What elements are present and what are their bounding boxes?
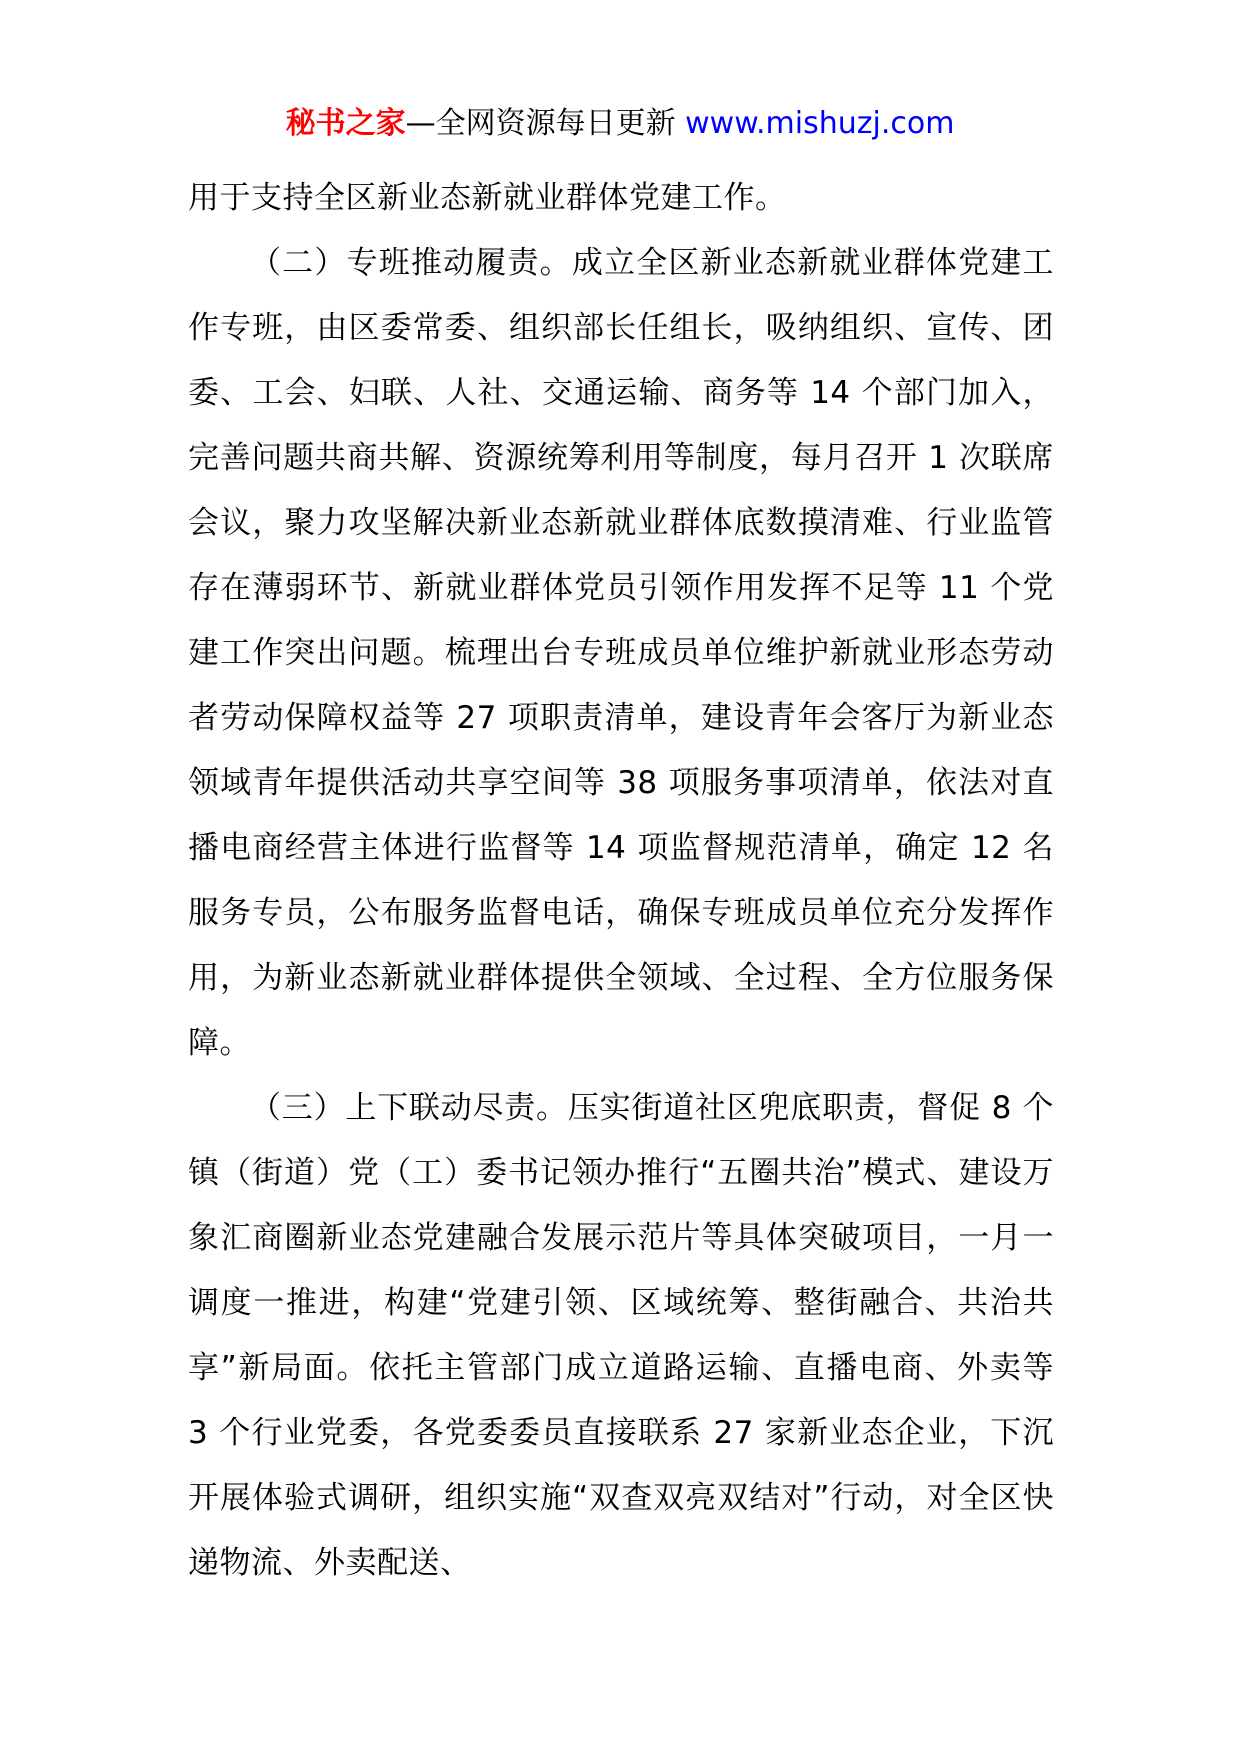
document-body — [188, 166, 1054, 1596]
watermark-header — [0, 104, 1240, 144]
paragraph-section-3: （三）上下联动尽责。压实街道社区兜底职责，督促 8 个镇（街道）党（工）委书记领办推行“五圈共治”模式、建设万象汇商圈新业态党建融合发展示范片等具体突破项目，一月一调度一推进，构建“党建引领、区域统筹、整街融合、共治共享”新局面。依托主管部门成立道路运输、直播电商、外卖等 3 个行业党委，各党委委员直接联系 27 家新业态企业，下沉开展体验式调研，组织实施“双查双亮双结对”行动，对全区快递物流、外卖配送、 — [188, 1090, 1054, 1581]
paragraph-section-2: （二）专班推动履责。成立全区新业态新就业群体党建工作专班，由区委常委、组织部长任组长，吸纳组织、宣传、团委、工会、妇联、人社、交通运输、商务等 14 个部门加入，完善问题共商共解、资源统筹利用等制度，每月召开 1 次联席会议，聚力攻坚解决新业态新就业群体底数摸清难、行业监管存在薄弱环节、新就业群体党员引领作用发挥不足等 11 个党建工作突出问题。梳理出台专班成员单位维护新就业形态劳动者劳动保障权益等 27 项职责清单，建设青年会客厅为新业态领域青年提供活动共享空间等 38 项服务事项清单，依法对直播电商经营主体进行监督等 14 项监督规范清单，确定 12 名服务专员，公布服务监督电话，确保专班成员单位充分发挥作用，为新业态新就业群体提供全领域、全过程、全方位服务保障。 — [188, 245, 1054, 1061]
brand-name: 秘书之家 — [285, 106, 406, 141]
header-slogan: —全网资源每日更新 — [405, 106, 676, 141]
paragraph-continuation: 用于支持全区新业态新就业群体党建工作。 — [188, 180, 787, 216]
header-url[interactable]: www.mishuzj.com — [685, 106, 955, 141]
